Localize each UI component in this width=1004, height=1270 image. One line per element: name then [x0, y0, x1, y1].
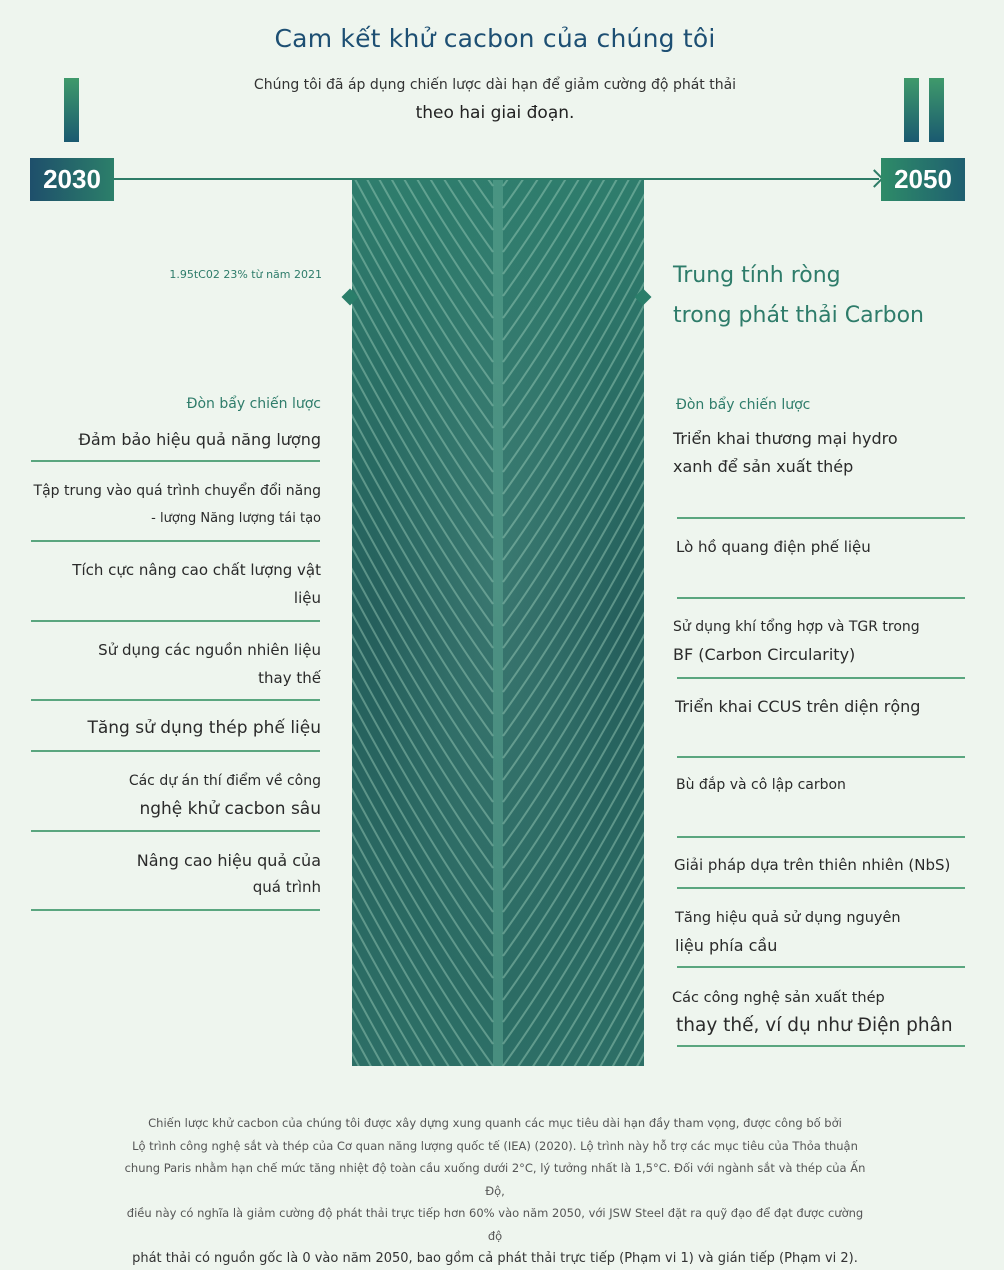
- right-item-5: [676, 771, 846, 799]
- leaf-vein: [352, 180, 493, 340]
- right-item-6-line1: Giải pháp dựa trên thiên nhiên (NbS): [674, 856, 951, 874]
- left-pillar-bar: [64, 78, 79, 142]
- leaf-vein: [503, 180, 644, 274]
- left-item-7-line1: Nâng cao hiệu quả của: [136, 851, 321, 870]
- page-subtitle-line2: theo hai giai đoạn.: [415, 103, 575, 123]
- right-item-1-line1: Triển khai thương mại hydro: [673, 429, 898, 448]
- leaf-vein: [503, 180, 644, 406]
- right-item-1: [673, 425, 898, 481]
- right-item-3-line1: Sử dụng khí tổng hợp và TGR trong: [673, 619, 920, 635]
- right-heading-line2: trong phát thải Carbon: [673, 303, 924, 328]
- left-item-1: [78, 426, 321, 454]
- right-item-8: [672, 984, 953, 1040]
- right-item-8-line1: Các công nghệ sản xuất thép: [672, 990, 885, 1006]
- left-item-6-line2: nghệ khử cacbon sâu: [139, 799, 321, 819]
- leaf-vein: [503, 180, 644, 208]
- right-item-7-line2: liệu phía cầu: [675, 936, 778, 955]
- left-stat-text: 1.95tC02 23% từ năm 2021: [169, 268, 322, 281]
- left-item-3: [72, 556, 321, 612]
- right-separator: [677, 756, 965, 758]
- left-separator: [31, 830, 320, 832]
- left-item-7-line2: quá trình: [252, 878, 321, 896]
- left-separator: [31, 460, 320, 462]
- right-item-5-line1: Bù đắp và cô lập carbon: [676, 777, 846, 793]
- right-heading: [673, 256, 973, 336]
- leaf-vein: [352, 180, 493, 406]
- left-item-3-line2: liệu: [293, 589, 321, 607]
- leaf-vein: [503, 180, 644, 186]
- left-item-7: [137, 847, 321, 899]
- left-item-3-line1: Tích cực nâng cao chất lượng vật: [72, 561, 321, 579]
- left-separator: [31, 699, 320, 701]
- left-separator: [31, 909, 320, 911]
- right-separator: [677, 966, 965, 968]
- footer-line: điều này có nghĩa là giảm cường độ phát thải trực tiếp hơn 60% vào năm 2050, với JSW Steel đặt ra quỹ đạo để đạt được cường độ: [126, 1206, 864, 1243]
- right-item-2: [676, 533, 871, 561]
- right-item-7-line1: Tăng hiệu quả sử dụng nguyên: [675, 910, 901, 926]
- footer-paragraph: [120, 1112, 870, 1270]
- left-item-4-line2: thay thế: [258, 669, 321, 687]
- leaf-vein: [352, 180, 493, 274]
- right-heading-line1: Trung tính ròng: [673, 263, 841, 288]
- left-item-4: [98, 636, 321, 692]
- left-item-5: [87, 714, 321, 742]
- year-badge-start: 2030: [30, 158, 114, 201]
- right-separator: [677, 677, 965, 679]
- footer-line: chung Paris nhằm hạn chế mức tăng nhiệt độ toàn cầu xuống dưới 2°C, lý tưởng nhất là 1,5°C. Đối với ngành sắt và thép của Ấn Độ,: [124, 1161, 866, 1198]
- right-separator: [677, 836, 965, 838]
- right-item-3-line2: BF (Carbon Circularity): [673, 645, 856, 664]
- left-item-4-line1: Sử dụng các nguồn nhiên liệu: [98, 641, 321, 659]
- leaf-midrib: [493, 180, 503, 1066]
- leaf-vein: [352, 180, 493, 186]
- left-item-2-line2: - lượng Năng lượng tái tạo: [151, 511, 321, 526]
- right-lever-label: Đòn bẩy chiến lược: [676, 397, 811, 413]
- right-pillar-bar-1: [904, 78, 919, 142]
- right-separator: [677, 1045, 965, 1047]
- right-item-2-line1: Lò hồ quang điện phế liệu: [676, 538, 871, 556]
- leaf-vein: [352, 180, 493, 362]
- leaf-vein: [352, 180, 493, 208]
- right-item-1-line2: xanh để sản xuất thép: [673, 457, 854, 476]
- left-item-1-line1: Đảm bảo hiệu quả năng lượng: [78, 430, 321, 449]
- right-item-8-line2: thay thế, ví dụ như Điện phân: [676, 1015, 953, 1036]
- right-separator: [677, 597, 965, 599]
- left-separator: [31, 540, 320, 542]
- left-item-6: [129, 767, 321, 823]
- leaf-image: [352, 180, 644, 1066]
- right-separator: [677, 887, 965, 889]
- right-item-4-line1: Triển khai CCUS trên diện rộng: [675, 697, 921, 716]
- right-item-6: [674, 851, 950, 879]
- leaf-vein: [503, 180, 644, 362]
- footer-line: phát thải có nguồn gốc là 0 vào năm 2050, bao gồm cả phát thải trực tiếp (Phạm vi 1) và gián tiếp (Phạm vi 2).: [132, 1250, 858, 1266]
- left-item-5-line1: Tăng sử dụng thép phế liệu: [87, 718, 321, 738]
- right-separator: [677, 517, 965, 519]
- left-separator: [31, 620, 320, 622]
- footer-line: Lộ trình công nghệ sắt và thép của Cơ quan năng lượng quốc tế (IEA) (2020). Lộ trình này hỗ trợ các mục tiêu của Thỏa thuận: [132, 1138, 858, 1153]
- left-lever-label: Đòn bẩy chiến lược: [186, 396, 321, 412]
- year-badge-end: 2050: [881, 158, 965, 201]
- footer-line: Chiến lược khử cacbon của chúng tôi được xây dựng xung quanh các mục tiêu dài hạn đầy tham vọng, được công bố bởi: [148, 1116, 842, 1130]
- left-item-2-line1: Tập trung vào quá trình chuyển đổi năng: [33, 483, 321, 499]
- right-item-7: [675, 904, 901, 960]
- right-item-3: [673, 613, 920, 669]
- right-item-4: [675, 693, 920, 721]
- leaf-veins-graphic: [352, 180, 644, 1066]
- left-separator: [31, 750, 320, 752]
- right-pillar-bar-2: [929, 78, 944, 142]
- leaf-vein: [503, 180, 644, 340]
- page-title: Cam kết khử cacbon của chúng tôi: [274, 24, 716, 53]
- left-item-6-line1: Các dự án thí điểm về công: [128, 773, 321, 789]
- left-item-2: [34, 477, 321, 533]
- page-subtitle-line1: Chúng tôi đã áp dụng chiến lược dài hạn để giảm cường độ phát thải: [253, 77, 737, 93]
